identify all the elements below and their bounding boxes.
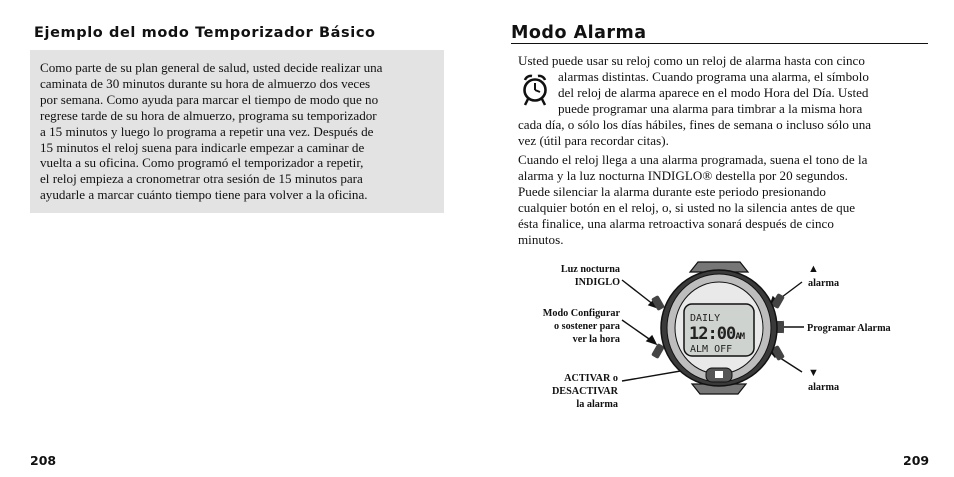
label-set-alarm: Programar Alarma xyxy=(807,323,891,334)
box-line: regrese tarde de su hora de almuerzo, programa su temporizador xyxy=(40,107,377,123)
paragraph-line: puede programar una alarma para timbrar a la misma hora xyxy=(558,100,863,116)
paragraph-line: vez (útil para recordar citas). xyxy=(518,132,669,148)
paragraph-line: Cuando el reloj llega a una alarma programada, suena el tono de la xyxy=(518,152,868,167)
box-line: por semana. Como ayuda para marcar el tiempo de modo que no xyxy=(40,91,379,107)
display-line-daily: DAILY xyxy=(690,313,721,324)
page-title: Modo Alarma xyxy=(511,23,647,43)
paragraph-line: Usted puede usar su reloj como un reloj de alarma hasta con cinco xyxy=(518,53,865,68)
paragraph-behavior xyxy=(518,152,933,247)
box-line: caminata de 30 minutos durante su hora de almuerzo dos veces xyxy=(40,75,371,91)
paragraph-line: Puede silenciar la alarma durante este periodo presionando xyxy=(518,183,826,199)
box-line: el reloj empieza a cronometrar otra sesión de 15 minutos para xyxy=(40,171,363,187)
box-line: vuelta a su oficina. Como programó el temporizador a repetir, xyxy=(40,155,364,171)
down-arrow-icon: ▼ xyxy=(808,367,819,379)
paragraph-line: ésta finalice, una alarma retroactiva sonará después de cinco xyxy=(518,215,834,231)
example-box xyxy=(30,50,444,213)
paragraph-intro xyxy=(518,53,933,148)
label-alarm-up: ▲ alarma xyxy=(808,263,840,289)
paragraph-line: alarma y la luz nocturna INDIGLO® destella por 20 segundos. xyxy=(518,167,848,183)
paragraph-line: alarmas distintas. Cuando programa una alarma, el símbolo xyxy=(558,68,869,84)
page-number-right: 209 xyxy=(903,453,930,468)
label-alarm-toggle: ACTIVAR o DESACTIVAR la alarma xyxy=(551,373,618,410)
paragraph-line: cada día, o sólo los días hábiles, fines de semana o incluso sólo una xyxy=(518,116,872,132)
box-line: a 15 minutos y luego lo programa a repetir una vez. Después de xyxy=(40,123,374,139)
label-mode-button: Modo Configurar o sostener para ver la hora xyxy=(542,308,620,345)
display-line-alarm: ALM OFF xyxy=(690,344,733,355)
paragraph-line: del reloj de alarma aparece en el modo Hora del Día. Usted xyxy=(558,84,869,100)
paragraph-line: minutos. xyxy=(518,231,564,247)
box-line: 15 minutos el reloj suena para indicarle empezar a caminar de xyxy=(40,139,365,155)
label-indiglo: Luz nocturna INDIGLO xyxy=(560,264,620,288)
box-line: ayudarle a marcar cuánto tiempo tiene para volver a la oficina. xyxy=(40,187,368,203)
page-number-left: 208 xyxy=(30,453,57,468)
display-time: 12:00AM xyxy=(689,324,745,344)
bell-icon xyxy=(715,371,723,378)
heading-rule xyxy=(511,43,928,44)
paragraph-line: cualquier botón en el reloj, o, si usted no la silencia antes de que xyxy=(518,199,856,215)
box-line: Como parte de su plan general de salud, usted decide realizar una xyxy=(40,60,383,75)
label-alarm-down: ▼ alarma xyxy=(808,367,840,393)
section-heading: Ejemplo del modo Temporizador Básico xyxy=(34,25,376,41)
up-arrow-icon: ▲ xyxy=(808,263,819,275)
